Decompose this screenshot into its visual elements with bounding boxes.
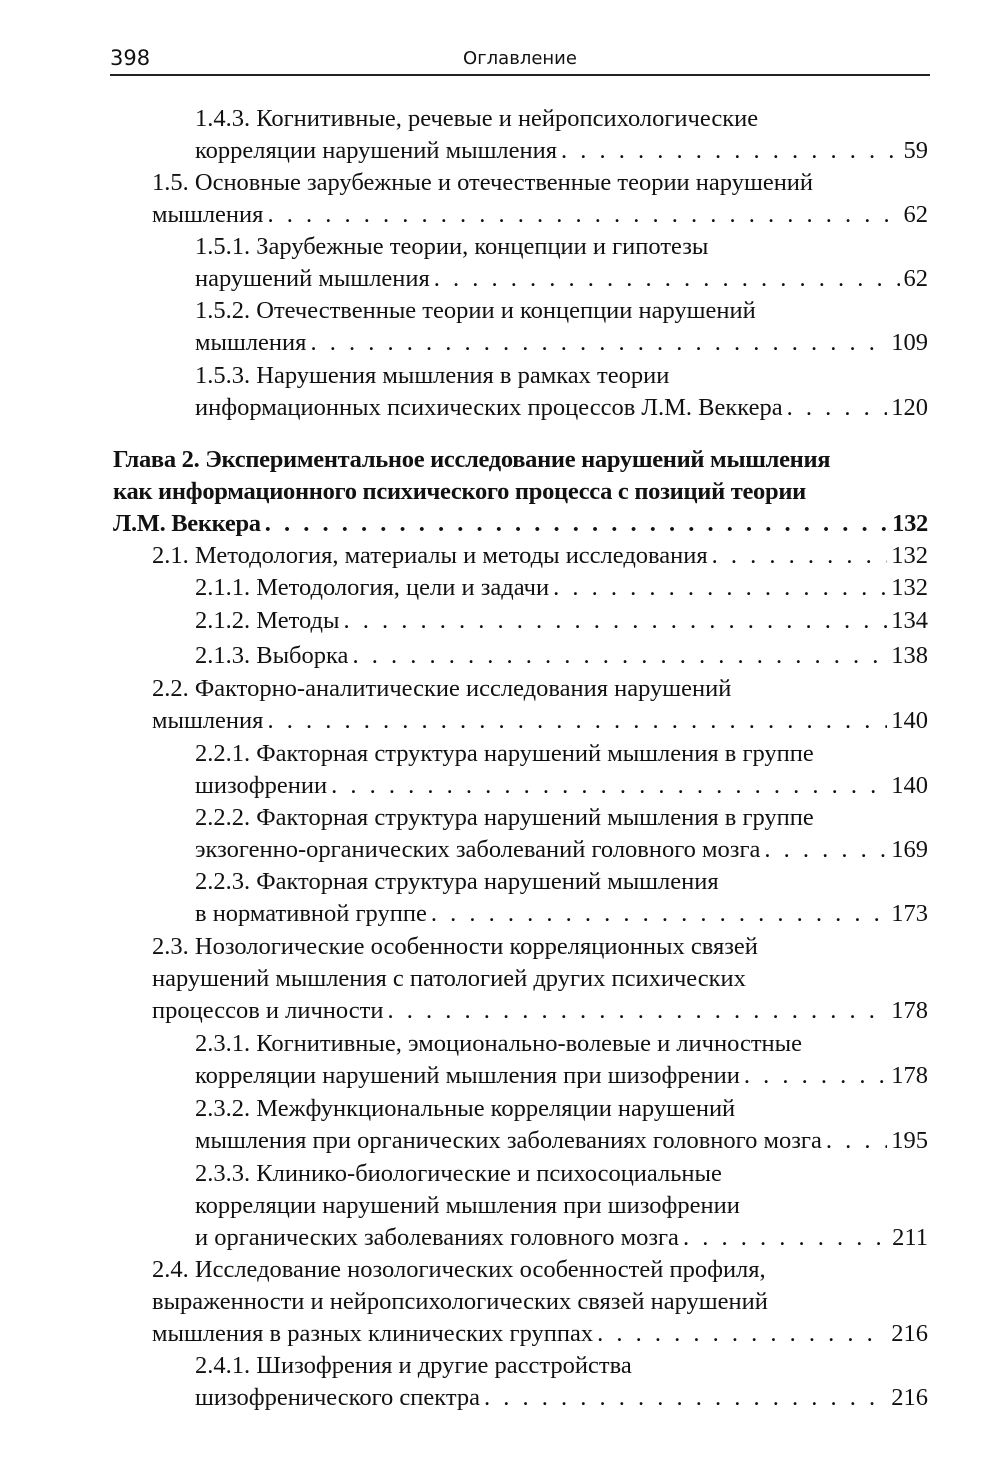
toc-entry[interactable] (195, 640, 928, 672)
toc-page-number: 132 (891, 574, 928, 601)
toc-entry[interactable] (195, 1350, 928, 1414)
toc-entry-line: 2.2.3. Факторная структура нарушений мышления (195, 868, 719, 895)
toc-entry-text: 2.1.2. Методы (195, 607, 340, 634)
toc-entry-line: 2.3.1. Когнитивные, эмоционально-волевые и личностные (195, 1030, 802, 1057)
toc-entry-line: 1.5.1. Зарубежные теории, концепции и гипотезы (195, 233, 709, 260)
dot-leader (744, 1060, 887, 1092)
toc-page-number: 211 (892, 1224, 928, 1252)
toc-page-number: 173 (891, 900, 928, 928)
toc-entry-text: Л.М. Веккера (113, 510, 261, 538)
toc-entry-text: и органических заболеваниях головного мозга (195, 1224, 679, 1252)
toc-entry-text: корреляции нарушений мышления (195, 137, 558, 165)
toc-entry-last-line (195, 392, 928, 424)
toc-entry-line: 1.4.3. Когнитивные, речевые и нейропсихологические (195, 105, 759, 132)
toc-entry[interactable] (195, 1093, 928, 1157)
running-title: Оглавление (463, 48, 577, 69)
toc-entry-last-line (152, 199, 928, 231)
toc-page-number: 132 (891, 542, 928, 569)
toc-entry-line: 2.4.1. Шизофрения и другие расстройства (195, 1352, 632, 1379)
toc-entry-last-line (195, 834, 928, 866)
toc-entry-last-line (195, 898, 928, 930)
toc-entry-line: 2.3.2. Межфункциональные корреляции нарушений (195, 1095, 736, 1122)
toc-entry-text: информационных психических процессов Л.М. Веккера (195, 394, 783, 422)
toc-entry-line: 1.5.3. Нарушения мышления в рамках теории (195, 362, 670, 389)
toc-entry-text: процессов и личности (152, 997, 384, 1025)
toc-entry[interactable] (195, 866, 928, 930)
dot-leader (712, 540, 888, 572)
dot-leader (343, 605, 887, 637)
toc-page-number: 132 (892, 510, 928, 538)
dot-leader (387, 995, 887, 1027)
toc-entry-text: нарушений мышления (195, 265, 430, 293)
toc-entry[interactable] (195, 605, 928, 637)
toc-entry-last-line (195, 135, 928, 167)
toc-entry[interactable] (195, 103, 928, 167)
toc-entry[interactable] (195, 1158, 928, 1255)
dot-leader (787, 392, 888, 424)
toc-entry-last-line (195, 263, 928, 295)
toc-page-number: 134 (891, 607, 928, 634)
toc-page-number: 169 (891, 836, 928, 864)
toc-entry-text: мышления при органических заболеваниях головного мозга (195, 1127, 822, 1155)
dot-leader (553, 572, 887, 604)
toc-entry[interactable] (195, 295, 928, 359)
toc-entry-last-line (195, 1382, 928, 1414)
toc-page-number: 59 (903, 137, 928, 165)
toc-entry-line: 2.3.3. Клинико-биологические и психосоциальные (195, 1160, 722, 1187)
dot-leader (764, 834, 887, 866)
dot-leader (331, 770, 887, 802)
toc-entry-last-line (152, 705, 928, 737)
toc-entry-line: 2.2.2. Факторная структура нарушений мышления в группе (195, 804, 814, 831)
toc-entry-last-line (195, 1222, 928, 1254)
toc-entry-line: 1.5. Основные зарубежные и отечественные теории нарушений (152, 169, 814, 196)
toc-entry-last-line (152, 540, 928, 572)
toc-entry[interactable] (195, 802, 928, 866)
toc-entry-last-line (195, 1125, 928, 1157)
toc-page-number: 195 (891, 1127, 928, 1155)
toc-entry-line: выраженности и нейропсихологических связей нарушений (152, 1288, 768, 1316)
dot-leader (826, 1125, 887, 1157)
toc-entry-text: шизофренического спектра (195, 1384, 480, 1412)
toc-entry-last-line (195, 770, 928, 802)
toc-entry[interactable] (152, 673, 928, 737)
toc-entry-last-line (113, 508, 928, 540)
toc-entry-line: 1.5.2. Отечественные теории и концепции нарушений (195, 297, 756, 324)
toc-entry-last-line (195, 572, 928, 604)
dot-leader (683, 1222, 888, 1254)
toc-entry-text: 2.1. Методология, материалы и методы исследования (152, 542, 708, 569)
toc-entry[interactable] (152, 167, 928, 231)
dot-leader (561, 135, 899, 167)
toc-entry-line: нарушений мышления с патологией других психических (152, 965, 746, 993)
toc-entry-line: как информационного психического процесса с позиций теории (113, 478, 806, 506)
toc-entry-last-line (195, 1060, 928, 1092)
toc-entry-text: мышления в разных клинических группах (152, 1320, 594, 1348)
toc-entry-text: корреляции нарушений мышления при шизофрении (195, 1062, 740, 1090)
toc-entry-last-line (152, 995, 928, 1027)
toc-page-number: 216 (891, 1384, 928, 1412)
dot-leader (434, 263, 900, 295)
page-number: 398 (110, 46, 151, 70)
dot-leader (431, 898, 887, 930)
toc-entry[interactable] (152, 1254, 928, 1351)
toc-page-number: 62 (903, 265, 928, 293)
toc-entry[interactable] (152, 931, 928, 1028)
toc-page-number: 216 (891, 1320, 928, 1348)
toc-chapter-entry[interactable] (113, 444, 928, 541)
toc-entry-last-line (152, 1318, 928, 1350)
toc-entry-last-line (195, 640, 928, 672)
toc-page-number: 140 (891, 707, 928, 735)
toc-entry-text: 2.1.3. Выборка (195, 642, 349, 669)
toc-entry-last-line (195, 327, 928, 359)
toc-entry-line: 2.4. Исследование нозологических особенностей профиля, (152, 1256, 766, 1283)
toc-entry-last-line (195, 605, 928, 637)
toc-entry[interactable] (195, 572, 928, 604)
toc-entry-line: 2.2. Факторно-аналитические исследования нарушений (152, 675, 732, 702)
toc-page-number: 140 (891, 772, 928, 800)
dot-leader (484, 1382, 887, 1414)
toc-page-number: 109 (891, 329, 928, 357)
running-header (110, 44, 930, 76)
toc-entry[interactable] (195, 738, 928, 802)
toc-entry-text: мышления (195, 329, 307, 357)
toc-page-number: 120 (891, 394, 928, 422)
toc-entry-line: 2.3. Нозологические особенности корреляционных связей (152, 933, 758, 960)
toc-entry-line: Глава 2. Экспериментальное исследование нарушений мышления (113, 446, 831, 473)
toc-entry[interactable] (195, 360, 928, 424)
dot-leader (265, 508, 888, 540)
toc-entry[interactable] (152, 540, 928, 572)
toc-entry-line: 2.2.1. Факторная структура нарушений мышления в группе (195, 740, 814, 767)
toc-entry-text: мышления (152, 707, 264, 735)
toc-entry[interactable] (195, 1028, 928, 1092)
dot-leader (267, 199, 899, 231)
toc-page-number: 138 (891, 642, 928, 669)
toc-entry-text: в нормативной группе (195, 900, 427, 928)
toc-entry-text: 2.1.1. Методология, цели и задачи (195, 574, 550, 601)
toc-entry-text: мышления (152, 201, 264, 229)
toc-page-number: 178 (891, 1062, 928, 1090)
toc-entry-text: экзогенно-органических заболеваний головного мозга (195, 836, 761, 864)
dot-leader (310, 327, 887, 359)
dot-leader (352, 640, 887, 672)
toc-entry[interactable] (195, 231, 928, 295)
dot-leader (267, 705, 887, 737)
toc-page-number: 178 (891, 997, 928, 1025)
toc-entry-line: корреляции нарушений мышления при шизофрении (195, 1192, 740, 1220)
toc-entry-text: шизофрении (195, 772, 328, 800)
toc-page-number: 62 (903, 201, 928, 229)
dot-leader (597, 1318, 887, 1350)
